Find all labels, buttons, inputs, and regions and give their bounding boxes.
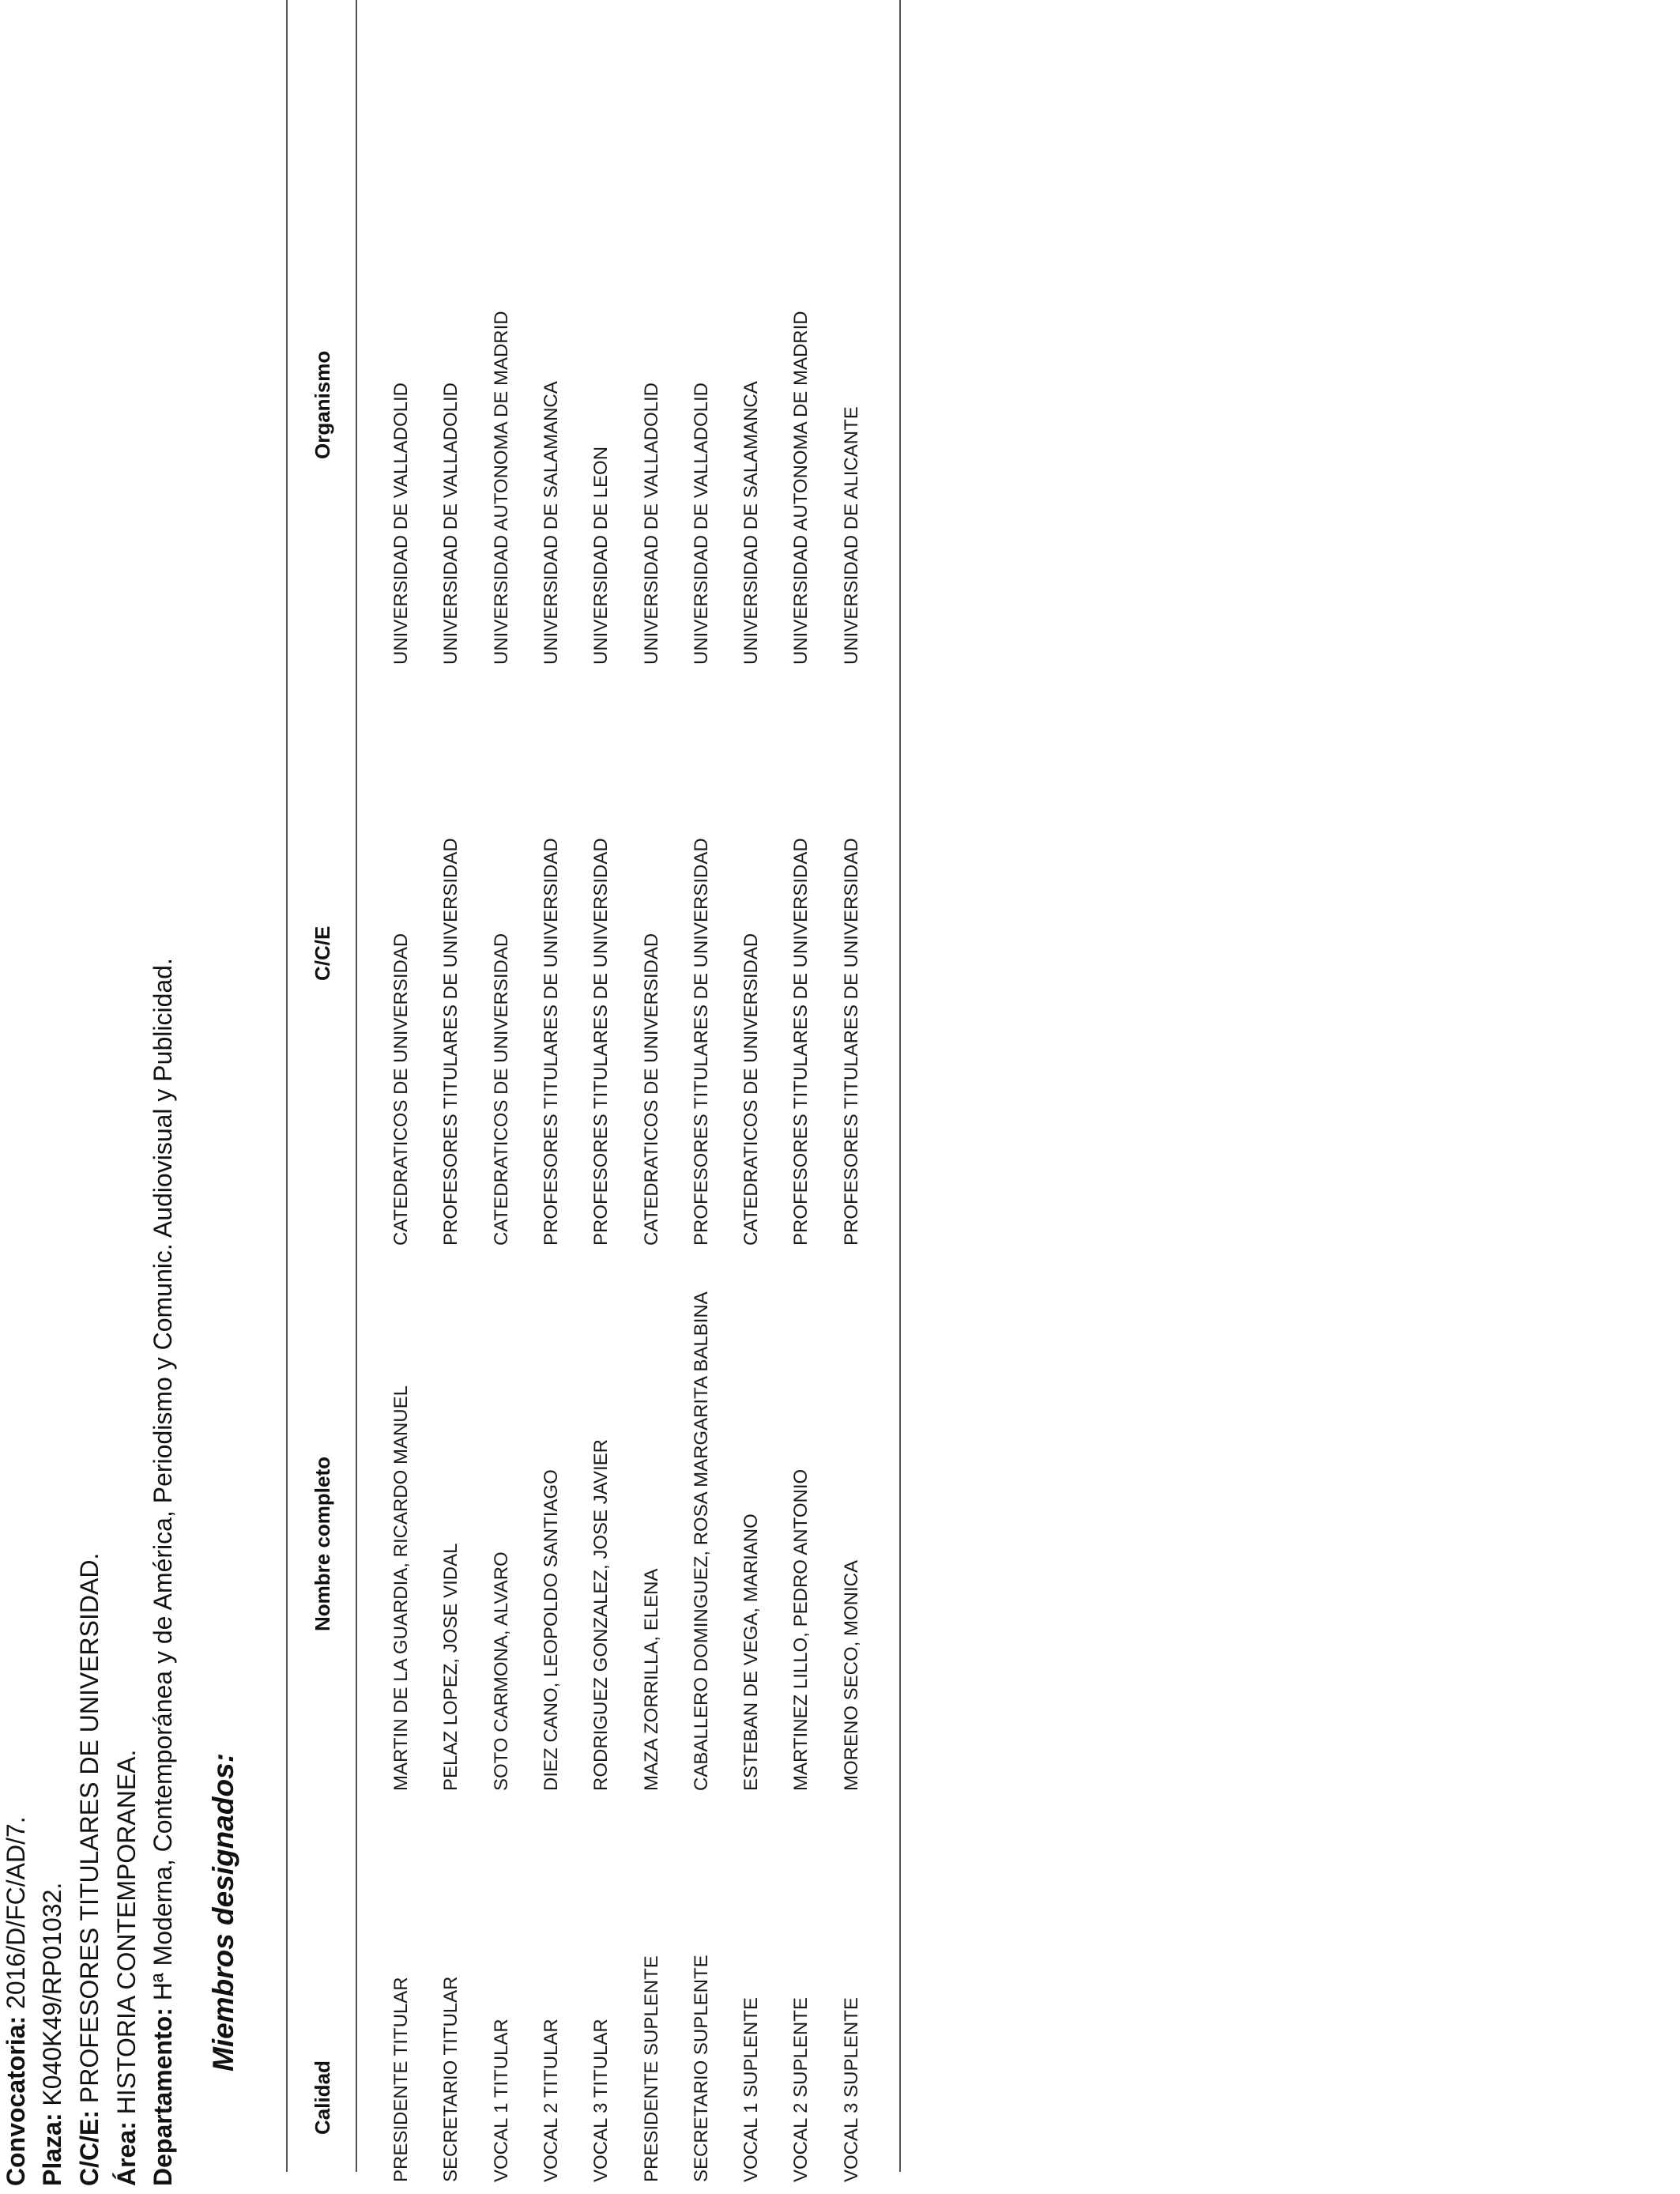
cell-nombre: DIEZ CANO, LEOPOLDO SANTIAGO	[540, 1469, 562, 1791]
cell-organismo: UNIVERSIDAD DE LEON	[590, 446, 612, 665]
cell-nombre: PELAZ LOPEZ, JOSE VIDAL	[440, 1543, 462, 1791]
convocatoria-line	[2, 1816, 30, 2186]
plaza-line	[38, 1883, 66, 2186]
cell-cce: CATEDRATICOS DE UNIVERSIDAD	[390, 933, 412, 1246]
table-top-rule	[286, 0, 288, 2172]
convocatoria-value: 2016/D/FC/AD/7.	[2, 1816, 30, 2016]
cell-cce: CATEDRATICOS DE UNIVERSIDAD	[640, 933, 662, 1246]
cell-organismo: UNIVERSIDAD AUTONOMA DE MADRID	[790, 311, 812, 665]
plaza-value: K040K49/RP01032.	[38, 1882, 66, 2113]
cell-organismo: UNIVERSIDAD DE VALLADOLID	[390, 383, 412, 665]
table-bottom-rule	[899, 0, 901, 2172]
plaza-label: Plaza:	[38, 2113, 66, 2186]
departamento-label: Departamento:	[149, 2007, 177, 2186]
cce-label: C/C/E:	[75, 2110, 104, 2186]
cell-nombre: CABALLERO DOMINGUEZ, ROSA MARGARITA BALBINA	[690, 1291, 712, 1791]
cell-calidad: VOCAL 3 SUPLENTE	[840, 1997, 862, 2182]
area-line	[112, 1750, 141, 2186]
column-header-calidad: Calidad	[311, 2060, 334, 2135]
cell-calidad: SECRETARIO TITULAR	[440, 1976, 462, 2182]
cell-calidad: VOCAL 3 TITULAR	[590, 2019, 612, 2182]
cell-cce: PROFESORES TITULARES DE UNIVERSIDAD	[590, 838, 612, 1246]
cell-organismo: UNIVERSIDAD DE SALAMANCA	[740, 381, 763, 665]
cell-calidad: SECRETARIO SUPLENTE	[690, 1955, 712, 2182]
cell-nombre: MORENO SECO, MONICA	[840, 1559, 862, 1791]
cell-cce: PROFESORES TITULARES DE UNIVERSIDAD	[690, 838, 712, 1246]
cell-cce: PROFESORES TITULARES DE UNIVERSIDAD	[540, 838, 562, 1246]
cell-organismo: UNIVERSIDAD DE VALLADOLID	[440, 383, 462, 665]
area-label: Área:	[112, 2121, 141, 2186]
cell-cce: CATEDRATICOS DE UNIVERSIDAD	[740, 933, 763, 1246]
cce-value: PROFESORES TITULARES DE UNIVERSIDAD.	[75, 1552, 104, 2110]
cell-cce: PROFESORES TITULARES DE UNIVERSIDAD	[840, 838, 862, 1246]
cell-nombre: RODRIGUEZ GONZALEZ, JOSE JAVIER	[590, 1439, 612, 1791]
cell-cce: PROFESORES TITULARES DE UNIVERSIDAD	[790, 838, 812, 1246]
cell-cce: CATEDRATICOS DE UNIVERSIDAD	[490, 933, 512, 1246]
cell-calidad: VOCAL 2 SUPLENTE	[790, 1997, 812, 2182]
departamento-value: Hª Moderna, Contemporánea y de América, Periodismo y Comunic. Audiovisual y Publicidad.	[149, 958, 177, 2008]
cell-nombre: ESTEBAN DE VEGA, MARIANO	[740, 1514, 763, 1791]
area-value: HISTORIA CONTEMPORANEA.	[112, 1749, 141, 2122]
cce-line	[75, 1553, 104, 2186]
members-title: Miembros designados:	[207, 1753, 239, 2071]
column-header-cce: C/C/E	[311, 925, 334, 981]
cell-organismo: UNIVERSIDAD DE VALLADOLID	[690, 383, 712, 665]
cell-calidad: VOCAL 1 SUPLENTE	[740, 1997, 763, 2182]
column-header-nombre: Nombre completo	[311, 1456, 334, 1631]
table-header-rule	[356, 0, 357, 2172]
cell-cce: PROFESORES TITULARES DE UNIVERSIDAD	[440, 838, 462, 1246]
cell-organismo: UNIVERSIDAD AUTONOMA DE MADRID	[490, 311, 512, 665]
cell-calidad: PRESIDENTE SUPLENTE	[640, 1955, 662, 2182]
cell-nombre: MAZA ZORRILLA, ELENA	[640, 1568, 662, 1791]
cell-nombre: MARTINEZ LILLO, PEDRO ANTONIO	[790, 1468, 812, 1791]
cell-organismo: UNIVERSIDAD DE VALLADOLID	[640, 383, 662, 665]
cell-nombre: SOTO CARMONA, ALVARO	[490, 1551, 512, 1791]
convocatoria-label: Convocatoria:	[2, 2015, 30, 2186]
cell-calidad: PRESIDENTE TITULAR	[390, 1977, 412, 2182]
column-header-organismo: Organismo	[311, 350, 334, 459]
cell-organismo: UNIVERSIDAD DE ALICANTE	[840, 406, 862, 665]
cell-calidad: VOCAL 2 TITULAR	[540, 2019, 562, 2182]
cell-calidad: VOCAL 1 TITULAR	[490, 2019, 512, 2182]
departamento-line	[149, 958, 177, 2186]
cell-nombre: MARTIN DE LA GUARDIA, RICARDO MANUEL	[390, 1385, 412, 1791]
cell-organismo: UNIVERSIDAD DE SALAMANCA	[540, 381, 562, 665]
